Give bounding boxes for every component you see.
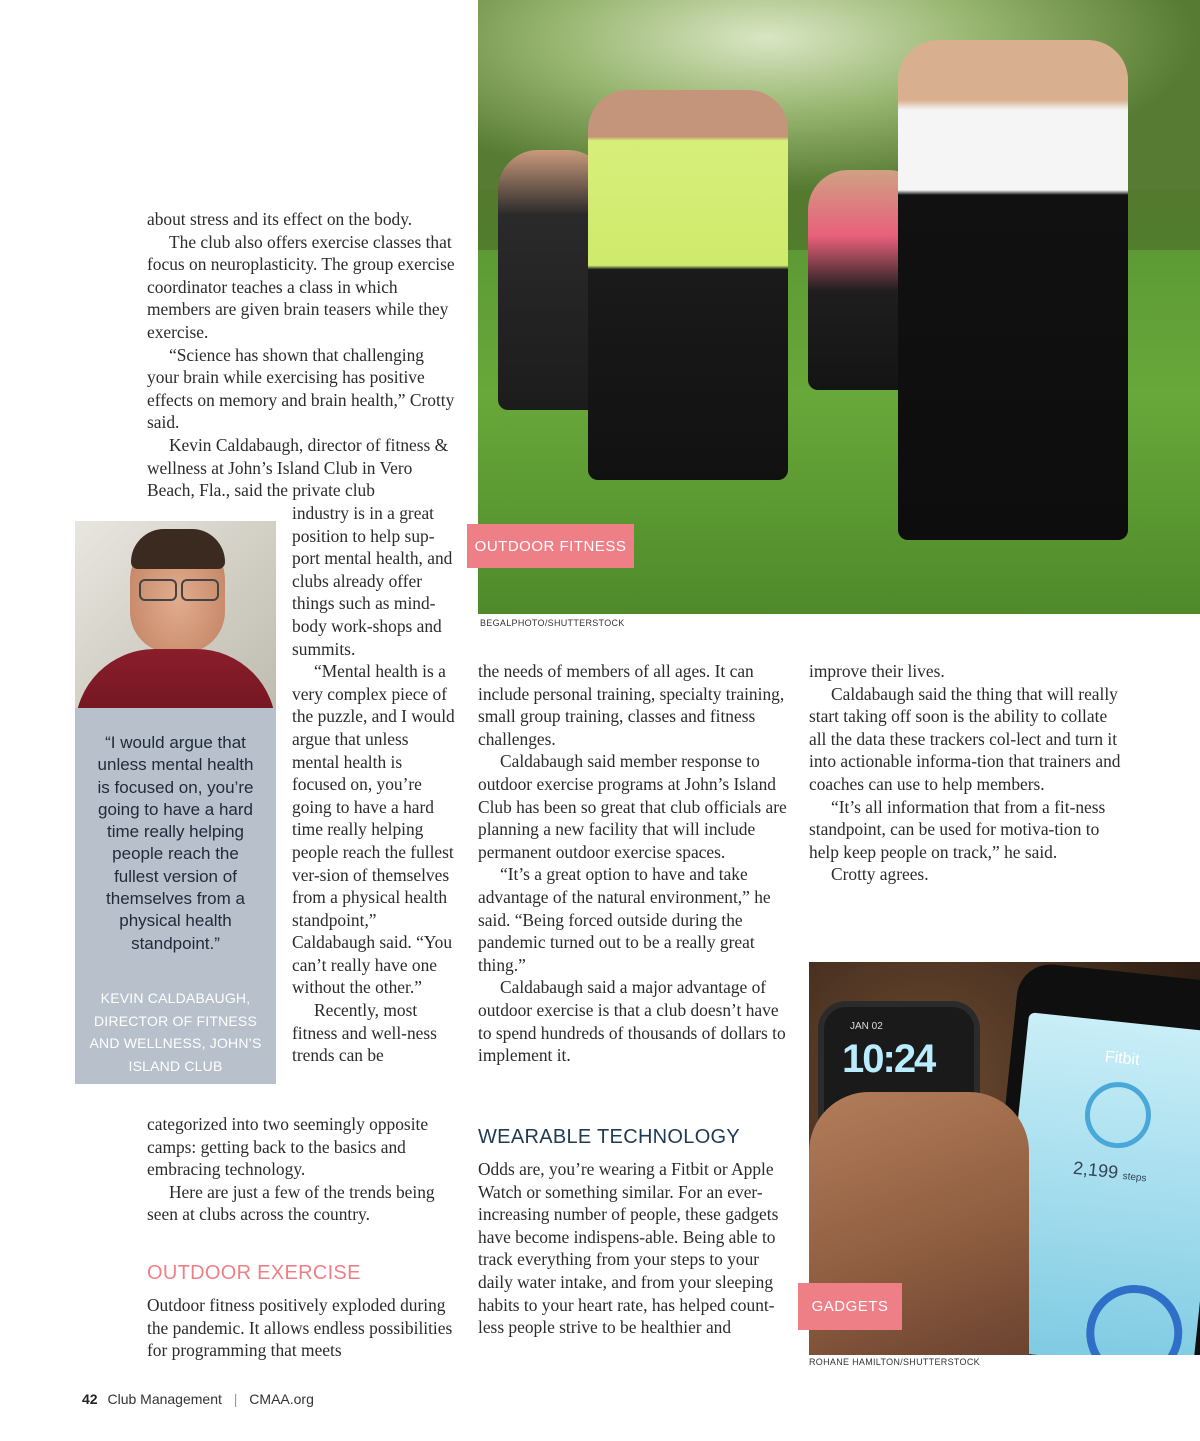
- paragraph: the needs of members of all ages. It can include personal training, specialty training, small group training, classes and fitness challenges.: [478, 661, 785, 749]
- steps-value: 2,199: [1072, 1157, 1120, 1183]
- wearable-technology-text: [478, 1158, 783, 1339]
- hero-photo-outdoor-fitness: [478, 0, 1200, 614]
- paragraph: about stress and its effect on the body.: [147, 209, 413, 229]
- paragraph: Caldabaugh said a major advantage of outdoor exercise is that a club doesn’t have to spend hundreds of thousands of dollars to implement it.: [478, 977, 786, 1066]
- website-link[interactable]: CMAA.org: [249, 1391, 314, 1407]
- paragraph: “It’s all information that from a fit-ness standpoint, can be used for motiva-tion to help keep people on track,” he said.: [809, 796, 1106, 862]
- hero-photo-person: [898, 40, 1128, 540]
- hero-photo-person: [588, 90, 788, 480]
- paragraph: The club also offers exercise classes that focus on neuroplasticity. The group exercise coordinator teaches a class in which members are given brain teasers while they exercise.: [147, 231, 455, 342]
- column-2-top: [478, 660, 790, 1067]
- portrait-photo-kevin-caldabaugh: [75, 521, 276, 708]
- paragraph: Crotty agrees.: [831, 864, 929, 885]
- fitbit-app-title: Fitbit: [1104, 1048, 1141, 1070]
- paragraph: improve their lives.: [809, 661, 945, 681]
- paragraph: Here are just a few of the trends being seen at clubs across the country.: [147, 1181, 435, 1225]
- portrait-glasses-right: [181, 579, 219, 601]
- paragraph: industry is in a great position to help sup-port mental health, and clubs already offer things such as mind-body work-shops and summits.: [292, 503, 453, 659]
- column-1-narrow: [292, 502, 456, 1067]
- paragraph: “Science has shown that challenging your brain while exercising has positive effects on memory and brain health,” Crotty said.: [147, 344, 455, 433]
- pull-quote-attribution: KEVIN CALDABAUGH, DIRECTOR OF FITNESS AND WELLNESS, JOHN’S ISLAND CLUB: [89, 990, 262, 1074]
- paragraph: “It’s a great option to have and take advantage of the natural environment,” he said. “Being forced outside during the pandemic turned out to be a really great thing.”: [478, 864, 771, 975]
- paragraph: Recently, most fitness and well-ness trends can be: [292, 1000, 437, 1066]
- page-footer: [82, 1391, 314, 1407]
- pull-quote-text: “I would argue that unless mental health is focused on, you’re going to have a hard time really helping people reach the fullest version of themselves from a physical health standpoint.”: [97, 733, 254, 953]
- footer-separator: |: [233, 1391, 238, 1407]
- paragraph: Caldabaugh said member response to outdoor exercise programs at John’s Island Club has been so great that club officials are planning a new facility that will include permanent outdoor exercise spaces.: [478, 751, 787, 862]
- pull-quote-box: [75, 708, 276, 1084]
- portrait-hair: [131, 529, 225, 569]
- watch-date: JAN 02: [850, 1021, 883, 1032]
- paragraph: Outdoor fitness positively exploded during the pandemic. It allows endless possibilities for programming that meets: [147, 1295, 453, 1361]
- paragraph: Kevin Caldabaugh, director of fitness & wellness at John’s Island Club in Vero Beach, Fla., said the private club: [147, 434, 449, 501]
- gadgets-photo-tag: GADGETS: [798, 1283, 902, 1330]
- section-heading-wearable-technology: WEARABLE TECHNOLOGY: [478, 1126, 741, 1148]
- paragraph: categorized into two seemingly opposite camps: getting back to the basics and embracing technology.: [147, 1114, 429, 1180]
- paragraph: Caldabaugh said the thing that will really start taking off soon is the ability to collate all the data these trackers col-lect and turn it into actionable informa-tion that trainers and coaches can use to help members.: [809, 683, 1121, 794]
- sleep-ring: [1082, 1280, 1188, 1355]
- hero-photo-tag: OUTDOOR FITNESS: [467, 524, 634, 568]
- steps-unit: steps: [1122, 1170, 1147, 1185]
- outdoor-exercise-text: [147, 1294, 459, 1362]
- steps-ring: [1082, 1079, 1155, 1152]
- portrait-shirt: [75, 649, 276, 708]
- column-3-top: [809, 660, 1121, 886]
- portrait-glasses-left: [139, 579, 177, 601]
- watch-time: 10:24: [842, 1037, 935, 1081]
- paragraph: Odds are, you’re wearing a Fitbit or Apple Watch or something similar. For an ever-increasing number of people, these gadgets have become indispens-able. Being able to track everything from your steps to your daily water intake, and from your sleeping habits to your heart rate, has helped count-less people strive to be healthier and: [478, 1159, 779, 1338]
- publication-name: Club Management: [107, 1391, 222, 1407]
- hero-photo-credit: BEGALPHOTO/SHUTTERSTOCK: [480, 618, 625, 628]
- column-1-top: [147, 208, 457, 502]
- gadgets-photo-credit: ROHANE HAMILTON/SHUTTERSTOCK: [809, 1357, 980, 1367]
- column-1-bottom: [147, 1113, 457, 1226]
- page-number: 42: [82, 1391, 98, 1407]
- steps-count: [1072, 1158, 1148, 1187]
- paragraph: “Mental health is a very complex piece of the puzzle, and I would argue that unless mental health is focused on, you’re going to have a hard time really helping people reach the fullest ver-sion of themselves from a physical health standpoint,” Caldabaugh said. “You can’t really have one without the other.”: [292, 661, 455, 998]
- section-heading-outdoor-exercise: OUTDOOR EXERCISE: [147, 1262, 361, 1284]
